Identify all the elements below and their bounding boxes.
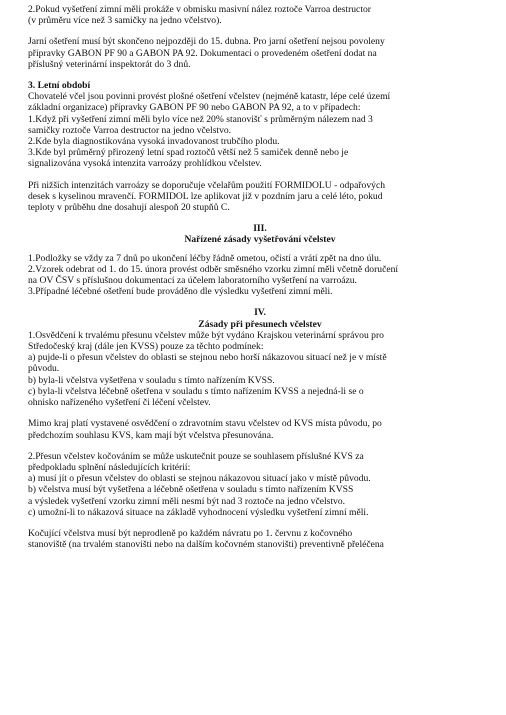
- text-line: 2.Kde byla diagnostikována vysoká invadovanost trubčího plodu.: [28, 136, 280, 148]
- section-iv: [28, 307, 492, 550]
- formidol-paragraph: [28, 180, 492, 214]
- summer-heading: 3. Letní období: [28, 80, 91, 92]
- text-line: původu.: [28, 363, 60, 375]
- text-line: b) byla-li včelstva vyšetřena v souladu s tímto nařízením KVSS.: [28, 374, 275, 386]
- text-line: a výsledek vyšetření vzorku zimní měli nesmí být nad 3 roztoče na jedno včelstvo.: [28, 495, 346, 507]
- text-line: (v průměru více než 3 samičky na jedno včelstvo).: [28, 15, 222, 27]
- text-line: 1.Podložky se vždy za 7 dnů po ukončení léčby řádně ometou, očistí a vrátí zpět na dno úlu.: [28, 252, 382, 264]
- text-line: signalizována vysoká intenzita varroázy prohlídkou včelstev.: [28, 158, 262, 170]
- text-line: 3.Kde byl průměrný přirozený letní spad roztočů větší než 5 samiček denně nebo je: [28, 147, 349, 159]
- section-iv-numeral: IV.: [254, 307, 266, 319]
- text-line: desek s kyselinou mravenčí. FORMIDOL lze aplikovat již v pozdním jaru a celé léto, pokud: [28, 190, 383, 202]
- text-line: 2.Přesun včelstev kočováním se může uskutečnit pouze se souhlasem příslušné KVS za: [28, 450, 364, 462]
- text-line: c) byla-li včelstva léčebně ošetřena v souladu s tímto nařízením KVSS a nejedná-li se o: [28, 385, 364, 397]
- text-line: Chovatelé včel jsou povinni provést plošné ošetření včelstev (nejméně katastr, lépe celé území: [28, 91, 391, 103]
- text-line: samičky roztoče Varroa destructor na jedno včelstvo.: [28, 124, 232, 136]
- text-line: c) umožní-li to nákazová situace na základě vyhodnocení výsledku vyšetření zimní měli.: [28, 506, 369, 518]
- text-line: 1.Osvědčení k trvalému přesunu včelstev může být vydáno Krajskou veterinární správou pro: [28, 329, 384, 341]
- section-iii: [28, 223, 492, 297]
- text-line: b) včelstva musí být vyšetřena a léčebně ošetřena v souladu s tímto nařízením KVSS: [28, 484, 354, 496]
- text-line: předpokladu splnění následujících kritérií:: [28, 461, 191, 473]
- text-line: stanoviště (na trvalém stanovišti nebo na dalším kočovném stanovišti) preventivně přeléčena: [28, 539, 384, 551]
- text-line: přípravky GABON PF 90 a GABON PA 92. Dokumentaci o provedeném ošetření dodat na: [28, 47, 377, 59]
- sec2-continuation: [28, 4, 492, 26]
- text-line: 2.Vzorek odebrat od 1. do 15. února provést odběr směsného vzorku zimní měli včetně doručení: [28, 263, 399, 275]
- text-line: příslušný veterinární inspektorát do 3 dnů.: [28, 58, 191, 70]
- text-line: základní organizace) přípravky GABON PF 90 nebo GABON PA 92, a to v případech:: [28, 102, 361, 114]
- text-line: Jarní ošetření musí být skončeno nejpozději do 15. dubna. Pro jarní ošetření nejsou povoleny: [28, 36, 385, 48]
- text-line: Mimo kraj platí vystavené osvědčení o zdravotním stavu včelstev od KVS místa původu, po: [28, 418, 382, 430]
- summer-section: [28, 80, 492, 170]
- text-line: Středočeský kraj (dále jen KVSS) pouze za těchto podmínek:: [28, 341, 264, 353]
- text-line: Kočující včelstva musí být neprodleně po každém návratu po 1. červnu z kočovného: [28, 527, 353, 539]
- text-line: 1.Když při vyšetření zimní měli bylo více než 20% stanovišť s průměrným nálezem nad 3: [28, 113, 373, 125]
- section-iii-title: Nařízené zásady vyšetřování včelstev: [184, 234, 336, 246]
- text-line: 2.Pokud vyšetření zimní měli prokáže v obmisku masivní nález roztoče Varroa destructor: [28, 4, 371, 15]
- text-line: a) musí jít o přesun včelstev do oblasti se stejnou nákazovou situací jako v místě původu.: [28, 473, 371, 485]
- text-line: Při nižších intenzitách varroázy se doporučuje včelařům použití FORMIDOLU - odpařových: [28, 179, 385, 191]
- text-line: na OV ČSV s příslušnou dokumentací za účelem laboratorního vyšetření na varroázu.: [28, 275, 357, 287]
- text-line: ohnisko nařízeného vyšetření či léčení včelstev.: [28, 397, 211, 409]
- section-iii-numeral: III.: [253, 223, 267, 235]
- text-line: předchozím souhlasu KVS, kam mají být včelstva přesunována.: [28, 429, 274, 441]
- text-line: teploty v průběhu dne dosahují alespoň 20 stupňů C.: [28, 202, 230, 214]
- text-line: a) pujde-li o přesun včelstev do oblasti se stejnou nebo horší nákazovou situací než je v místě: [28, 352, 387, 364]
- section-iv-title: Zásady při přesunech včelstev: [198, 318, 322, 330]
- text-line: 3.Případné léčebné ošetření bude prováděno dle výsledku vyšetření zimní měli.: [28, 286, 333, 298]
- spring-paragraph: [28, 36, 492, 70]
